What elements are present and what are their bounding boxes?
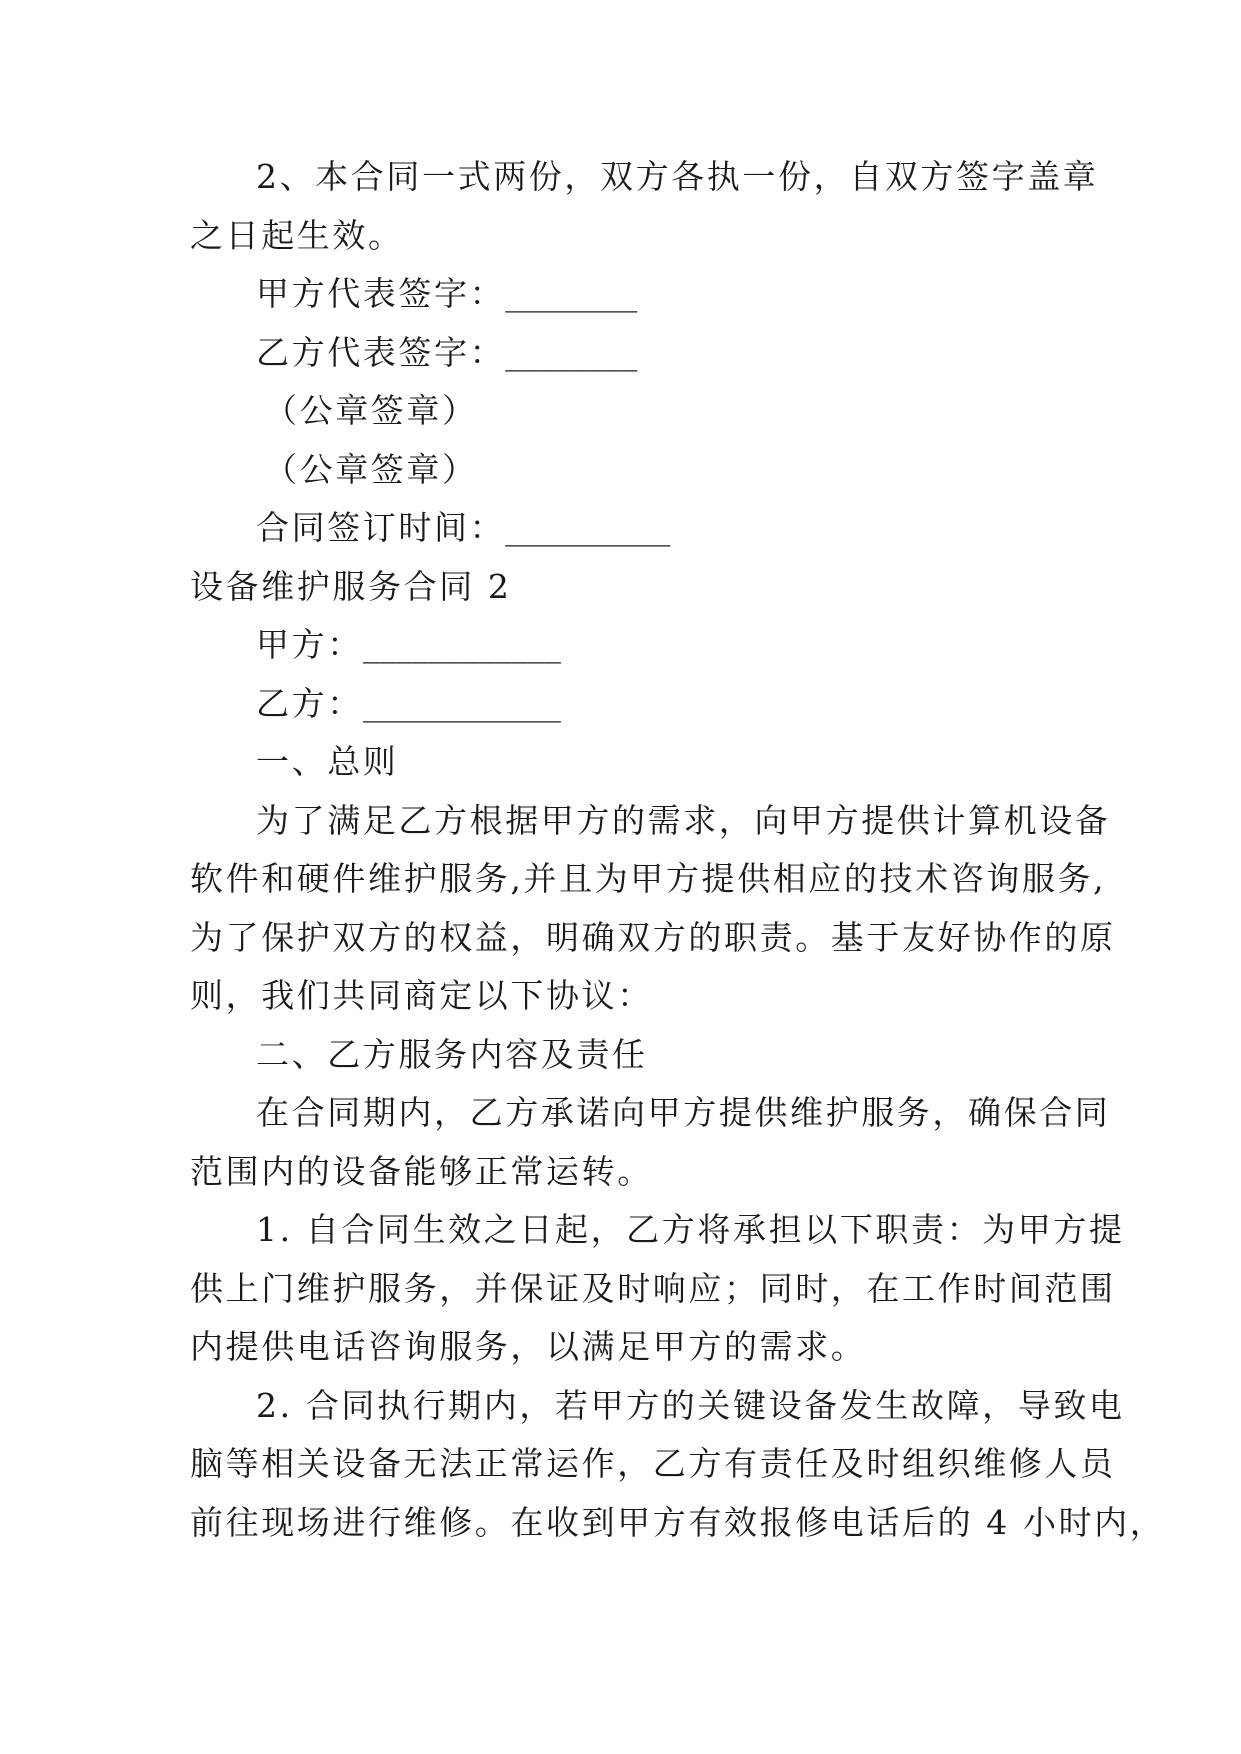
- section-general-heading: 一、总则: [256, 742, 399, 781]
- party-b-blank: ____________: [362, 683, 561, 723]
- clause-copies-line-1: 2、本合同一式两份，双方各执一份，自双方签字盖章: [256, 157, 1099, 196]
- general-paragraph-line-4: 则，我们共同商定以下协议：: [190, 976, 653, 1015]
- party-a-field: [190, 616, 1050, 675]
- signature-party-b-blank: ________: [505, 332, 638, 372]
- document-page: [190, 148, 1166, 1552]
- contract-2-title: 设备维护服务合同 2: [190, 566, 512, 606]
- signing-date-blank: __________: [505, 508, 671, 547]
- signature-party-a-blank: ________: [505, 274, 638, 313]
- scope-paragraph-line-1: 在合同期内，乙方承诺向甲方提供维护服务，确保合同: [256, 1093, 1111, 1132]
- general-paragraph-line-1: 为了满足乙方根据甲方的需求，向甲方提供计算机设备: [256, 800, 1111, 840]
- item-2-line-1: 2. 合同执行期内，若甲方的关键设备发生故障，导致电: [256, 1385, 1125, 1425]
- item-1-line-1: 1. 自合同生效之日起，乙方将承担以下职责：为甲方提: [256, 1210, 1125, 1249]
- item-2-line-3: 前往现场进行维修。在收到甲方有效报修电话后的 4 小时内，: [190, 1502, 1166, 1542]
- item-1-line-2: 供上门维护服务，并保证及时响应；同时，在工作时间范围: [190, 1268, 1116, 1308]
- party-a-blank: ____________: [362, 625, 561, 664]
- party-b-field: [190, 675, 1050, 734]
- official-seal-note-2: （公章签章）: [264, 449, 478, 489]
- clause-copies-line-2: 之日起生效。: [190, 215, 404, 255]
- scope-paragraph-line-2: 范围内的设备能够正常运转。: [190, 1151, 653, 1191]
- signature-party-a-rep: [190, 265, 1050, 324]
- official-seal-note-1: （公章签章）: [264, 391, 478, 430]
- general-paragraph-line-3: 为了保护双方的权益，明确双方的职责。基于友好协作的原: [190, 917, 1116, 957]
- item-2-line-2: 脑等相关设备无法正常运作，乙方有责任及时组织维修人员: [190, 1444, 1116, 1483]
- item-1-line-3: 内提供电话咨询服务，以满足甲方的需求。: [190, 1327, 867, 1366]
- signature-party-b-label: 乙方代表签字：: [256, 332, 506, 372]
- signing-date: [190, 499, 1050, 558]
- party-a-label: 甲方：: [256, 625, 363, 664]
- party-b-label: 乙方：: [256, 683, 363, 723]
- signature-party-b-rep: [190, 324, 1050, 383]
- section-services-heading: 二、乙方服务内容及责任: [256, 1034, 648, 1074]
- general-paragraph-line-2: 软件和硬件维护服务,并且为甲方提供相应的技术咨询服务,: [190, 859, 1107, 898]
- signing-date-label: 合同签订时间：: [256, 508, 506, 547]
- signature-party-a-label: 甲方代表签字：: [256, 274, 506, 313]
